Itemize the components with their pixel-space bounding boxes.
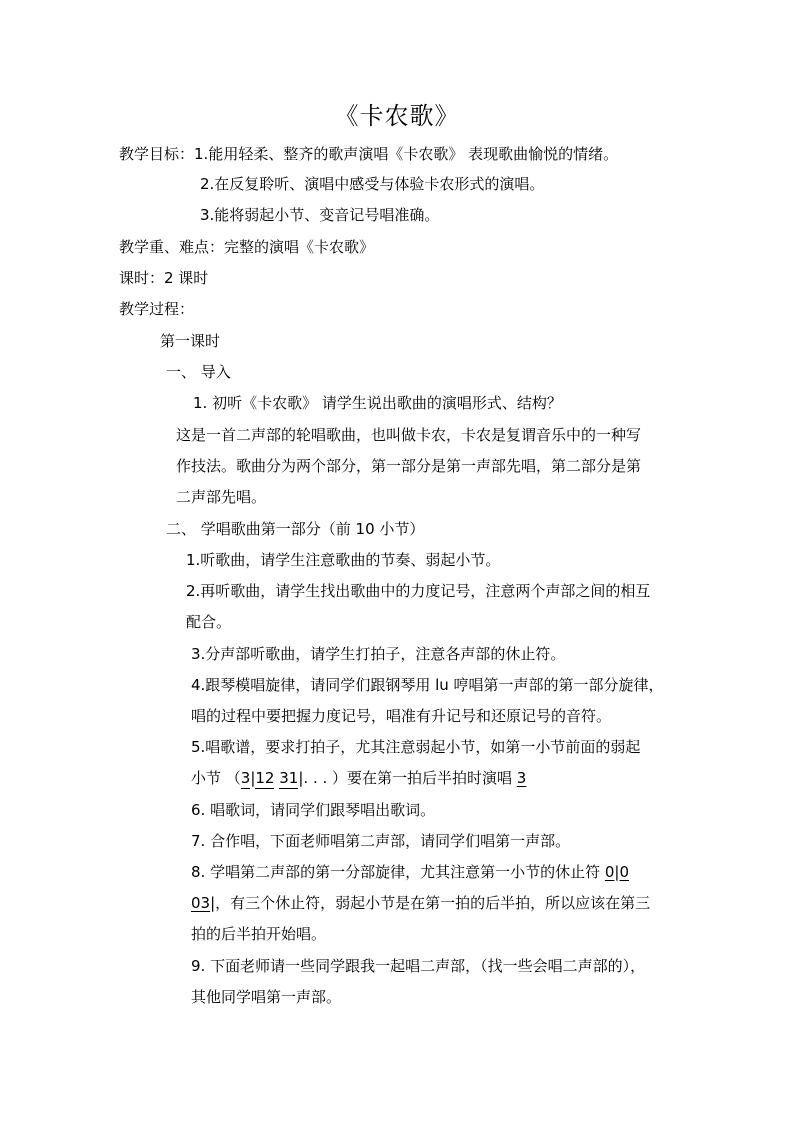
section-two-item-8-cont xyxy=(191,892,650,914)
class-hours: 课时：2 课时 xyxy=(119,269,209,287)
section-one-item-1: 1. 初听《卡农歌》 请学生说出歌曲的演唱形式、结构？ xyxy=(193,394,562,412)
section-two-item-5: 5.唱歌谱，要求打拍子，尤其注意弱起小节，如第一小节前面的弱起 xyxy=(191,738,641,756)
notation-note: 0 xyxy=(619,863,630,881)
notation-note: 31 xyxy=(279,769,299,787)
notation-barline: | xyxy=(614,863,620,881)
section-two-item-7: 7. 合作唱，下面老师唱第二声部，请同学们唱第一声部。 xyxy=(191,832,571,850)
section-two-heading: 二、 学唱歌曲第一部分（前 10 小节） xyxy=(166,520,425,538)
section-two-item-2-cont: 配合。 xyxy=(186,613,232,631)
section-two-item-4-cont: 唱的过程中要把握力度记号，唱准有升记号和还原记号的音符。 xyxy=(191,707,612,725)
section-one-paragraph-line-2: 作技法。歌曲分为两个部分，第一部分是第一声部先唱，第二部分是第 xyxy=(176,457,642,475)
notation-barline: | xyxy=(250,769,256,787)
section-two-item-9-cont: 其他同学唱第一声部。 xyxy=(191,988,342,1006)
objective-item-2: 2.在反复聆听、演唱中感受与体验卡农形式的演唱。 xyxy=(200,175,545,193)
notation-prefix: 小节 （ xyxy=(191,769,241,787)
section-one-heading: 一、 导入 xyxy=(166,363,231,381)
lesson-one-heading: 第一课时 xyxy=(160,332,221,350)
section-two-item-3: 3.分声部听歌曲，请学生打拍子，注意各声部的休止符。 xyxy=(191,645,566,663)
document-title: 《卡农歌》 xyxy=(334,102,460,130)
notation-note: 3 xyxy=(240,769,251,787)
notation-note: 0 xyxy=(604,863,615,881)
section-one-paragraph-line-1: 这是一首二声部的轮唱歌曲，也叫做卡农，卡农是复谓音乐中的一种写 xyxy=(176,426,642,444)
section-two-item-2: 2.再听歌曲，请学生找出歌曲中的力度记号，注意两个声部之间的相互 xyxy=(186,582,651,600)
section-two-item-5-notation xyxy=(191,767,526,789)
objective-item-1: 1.能用轻柔、整齐的歌声演唱《卡农歌》 表现歌曲愉悦的情绪。 xyxy=(194,145,619,163)
section-two-item-8-end: 拍的后半拍开始唱。 xyxy=(191,925,327,943)
teaching-process-heading: 教学过程： xyxy=(119,300,195,318)
item-8-text: 8. 学唱第二声部的第一分部旋律，尤其注意第一小节的休止符 xyxy=(191,863,605,881)
notation-text: |. . . ）要在第一拍后半拍时演唱 xyxy=(298,769,517,787)
notation-note: 12 xyxy=(255,769,275,787)
section-two-item-1: 1.听歌曲，请学生注意歌曲的节奏、弱起小节。 xyxy=(186,551,501,569)
notation-note: 3 xyxy=(516,769,527,787)
section-two-item-4: 4.跟琴模唱旋律，请同学们跟钢琴用 lu 哼唱第一声部的第一部分旋律， xyxy=(191,676,664,694)
notation-note: 03 xyxy=(191,894,211,912)
objectives-label: 教学目标： xyxy=(119,145,195,163)
item-8-cont-text: |，有三个休止符，弱起小节是在第一拍的后半拍，所以应该在第三 xyxy=(210,894,651,912)
section-two-item-9: 9. 下面老师请一些同学跟我一起唱二声部，（找一些会唱二声部的）， xyxy=(191,957,646,975)
section-two-item-8 xyxy=(191,861,629,883)
objectives-line-1 xyxy=(119,143,618,165)
section-two-item-6: 6. 唱歌词，请同学们跟琴唱出歌词。 xyxy=(191,801,436,819)
key-points: 教学重、难点：完整的演唱《卡农歌》 xyxy=(119,238,375,256)
objective-item-3: 3.能将弱起小节、变音记号唱准确。 xyxy=(200,206,440,224)
section-one-paragraph-line-3: 二声部先唱。 xyxy=(176,488,267,506)
